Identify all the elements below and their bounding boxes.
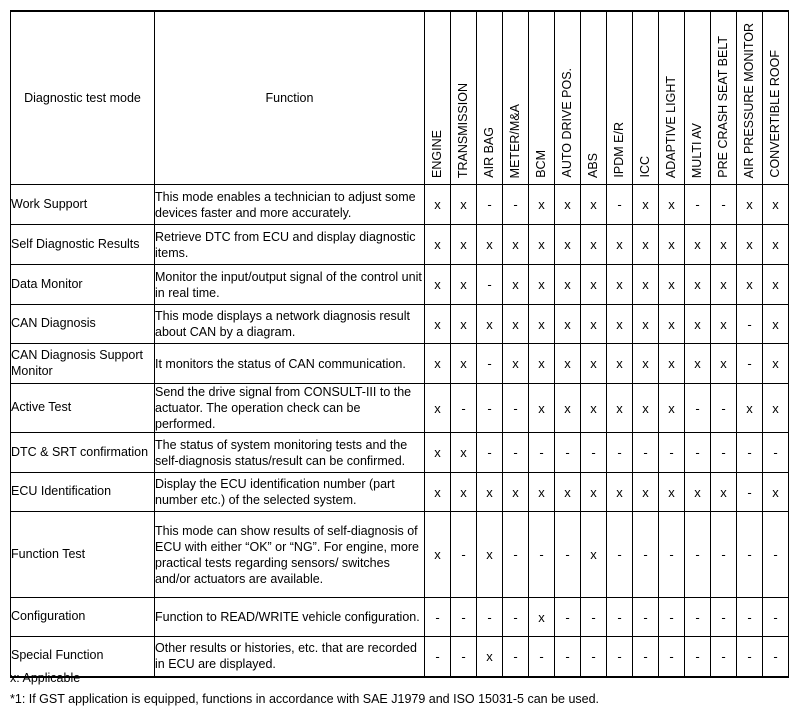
applicability-cell: x <box>659 344 685 384</box>
applicability-cell: x <box>425 512 451 598</box>
diagnostic-mode-table <box>10 10 789 678</box>
applicability-cell: - <box>737 512 763 598</box>
applicability-cell: - <box>737 637 763 677</box>
applicability-cell: x <box>633 305 659 344</box>
row-mode-name: Data Monitor <box>11 265 155 305</box>
header-system-label: TRANSMISSION <box>456 82 471 178</box>
applicability-cell: x <box>763 265 789 305</box>
applicability-cell: x <box>633 225 659 265</box>
applicability-cell: x <box>633 344 659 384</box>
applicability-cell: x <box>685 344 711 384</box>
applicability-cell: x <box>503 305 529 344</box>
applicability-cell: - <box>451 598 477 637</box>
applicability-cell: x <box>477 637 503 677</box>
applicability-cell: x <box>503 473 529 512</box>
applicability-cell: x <box>503 265 529 305</box>
applicability-cell: x <box>529 185 555 225</box>
header-system-label: ENGINE <box>430 130 445 178</box>
table-row <box>11 265 789 305</box>
applicability-cell: x <box>659 384 685 433</box>
applicability-cell: - <box>451 384 477 433</box>
row-function-description: The status of system monitoring tests and the self-diagnosis status/result can be confirmed. <box>155 433 425 473</box>
applicability-cell: - <box>477 384 503 433</box>
applicability-cell: x <box>607 344 633 384</box>
applicability-cell: - <box>555 598 581 637</box>
applicability-cell: x <box>451 225 477 265</box>
applicability-cell: x <box>555 344 581 384</box>
applicability-cell: x <box>555 305 581 344</box>
applicability-cell: - <box>529 512 555 598</box>
footnote: *1: If GST application is equipped, functions in accordance with SAE J1979 and ISO 15031-5 can be used. <box>10 692 600 706</box>
applicability-cell: - <box>685 637 711 677</box>
row-mode-name: DTC & SRT confirmation <box>11 433 155 473</box>
applicability-cell: - <box>737 598 763 637</box>
applicability-cell: - <box>711 185 737 225</box>
header-system-8 <box>633 11 659 185</box>
applicability-cell: x <box>529 384 555 433</box>
applicability-cell: x <box>633 185 659 225</box>
table-row <box>11 305 789 344</box>
table-row <box>11 384 789 433</box>
applicability-cell: x <box>763 473 789 512</box>
applicability-cell: x <box>425 305 451 344</box>
applicability-cell: x <box>451 473 477 512</box>
table-row <box>11 637 789 677</box>
header-system-5 <box>555 11 581 185</box>
applicability-cell: x <box>737 185 763 225</box>
applicability-cell: x <box>555 473 581 512</box>
applicability-cell: - <box>555 433 581 473</box>
header-system-2 <box>477 11 503 185</box>
applicability-cell: - <box>451 637 477 677</box>
applicability-cell: - <box>503 433 529 473</box>
applicability-cell: x <box>581 305 607 344</box>
header-system-10 <box>685 11 711 185</box>
applicability-cell: - <box>633 433 659 473</box>
applicability-cell: - <box>607 637 633 677</box>
row-function-description: This mode enables a technician to adjust some devices faster and more accurately. <box>155 185 425 225</box>
applicability-cell: x <box>529 225 555 265</box>
applicability-cell: - <box>633 512 659 598</box>
applicability-cell: x <box>685 225 711 265</box>
applicability-cell: - <box>477 344 503 384</box>
row-mode-name: Active Test <box>11 384 155 433</box>
header-system-label: AIR PRESSURE MONITOR <box>742 22 757 178</box>
row-mode-name: Work Support <box>11 185 155 225</box>
header-system-label: ADAPTIVE LIGHT <box>664 75 679 178</box>
applicability-cell: - <box>737 305 763 344</box>
applicability-cell: - <box>555 512 581 598</box>
row-mode-name: CAN Diagnosis Support Monitor <box>11 344 155 384</box>
applicability-cell: - <box>659 433 685 473</box>
applicability-cell: - <box>737 473 763 512</box>
header-system-label: AIR BAG <box>482 127 497 178</box>
applicability-cell: x <box>711 473 737 512</box>
header-system-label: PRE CRASH SEAT BELT <box>716 36 731 178</box>
applicability-cell: x <box>737 384 763 433</box>
applicability-cell: x <box>425 384 451 433</box>
header-system-7 <box>607 11 633 185</box>
applicability-cell: x <box>555 185 581 225</box>
header-system-13 <box>763 11 789 185</box>
applicability-cell: x <box>451 344 477 384</box>
applicability-cell: x <box>477 305 503 344</box>
applicability-cell: - <box>581 598 607 637</box>
row-function-description: Function to READ/WRITE vehicle configuration. <box>155 598 425 637</box>
applicability-cell: - <box>737 344 763 384</box>
header-system-6 <box>581 11 607 185</box>
applicability-cell: x <box>607 265 633 305</box>
applicability-cell: - <box>503 384 529 433</box>
row-function-description: This mode can show results of self-diagnosis of ECU with either “OK” or “NG”. For engine, more practical tests regarding sensors/ switches and/or actuators are available. <box>155 512 425 598</box>
applicability-cell: - <box>555 637 581 677</box>
row-mode-name: Configuration <box>11 598 155 637</box>
applicability-cell: x <box>659 225 685 265</box>
row-function-description: Other results or histories, etc. that are recorded in ECU are displayed. <box>155 637 425 677</box>
applicability-cell: x <box>659 305 685 344</box>
applicability-cell: x <box>451 305 477 344</box>
applicability-cell: x <box>711 305 737 344</box>
applicability-cell: x <box>763 225 789 265</box>
row-function-description: It monitors the status of CAN communication. <box>155 344 425 384</box>
header-diagnostic-test-mode: Diagnostic test mode <box>11 11 155 185</box>
applicability-cell: x <box>451 185 477 225</box>
applicability-cell: x <box>659 265 685 305</box>
applicability-cell: - <box>503 512 529 598</box>
row-mode-name: CAN Diagnosis <box>11 305 155 344</box>
applicability-cell: - <box>685 384 711 433</box>
applicability-cell: x <box>503 344 529 384</box>
applicability-cell: x <box>659 473 685 512</box>
applicability-cell: x <box>711 225 737 265</box>
applicability-cell: - <box>633 637 659 677</box>
applicability-cell: x <box>737 225 763 265</box>
applicability-cell: - <box>763 433 789 473</box>
table-row <box>11 473 789 512</box>
table-body <box>11 185 789 677</box>
row-mode-name: ECU Identification <box>11 473 155 512</box>
applicability-cell: x <box>581 185 607 225</box>
header-system-9 <box>659 11 685 185</box>
applicability-cell: - <box>711 384 737 433</box>
row-function-description: This mode displays a network diagnosis result about CAN by a diagram. <box>155 305 425 344</box>
applicability-cell: - <box>503 185 529 225</box>
applicability-cell: - <box>529 637 555 677</box>
applicability-cell: x <box>607 225 633 265</box>
applicability-cell: x <box>607 384 633 433</box>
table-row <box>11 598 789 637</box>
header-system-3 <box>503 11 529 185</box>
applicability-cell: - <box>425 598 451 637</box>
applicability-cell: x <box>425 473 451 512</box>
table-header-row <box>11 11 789 185</box>
applicability-cell: x <box>633 384 659 433</box>
applicability-cell: - <box>451 512 477 598</box>
header-system-0 <box>425 11 451 185</box>
applicability-cell: - <box>529 433 555 473</box>
applicability-cell: x <box>477 225 503 265</box>
applicability-cell: - <box>607 598 633 637</box>
header-system-label: AUTO DRIVE POS. <box>560 68 575 178</box>
applicability-cell: x <box>711 344 737 384</box>
applicability-cell: x <box>555 265 581 305</box>
applicability-cell: - <box>711 598 737 637</box>
legend-note: x: Applicable <box>10 671 81 685</box>
applicability-cell: x <box>685 305 711 344</box>
applicability-cell: - <box>763 512 789 598</box>
applicability-cell: - <box>737 433 763 473</box>
applicability-cell: x <box>451 433 477 473</box>
applicability-cell: - <box>607 512 633 598</box>
applicability-cell: - <box>685 185 711 225</box>
table-row <box>11 433 789 473</box>
row-mode-name: Self Diagnostic Results <box>11 225 155 265</box>
applicability-cell: x <box>763 305 789 344</box>
applicability-cell: - <box>633 598 659 637</box>
row-function-description: Retrieve DTC from ECU and display diagnostic items. <box>155 225 425 265</box>
applicability-cell: x <box>529 265 555 305</box>
applicability-cell: x <box>685 265 711 305</box>
row-function-description: Display the ECU identification number (part number etc.) of the selected system. <box>155 473 425 512</box>
applicability-cell: x <box>763 344 789 384</box>
applicability-cell: - <box>659 598 685 637</box>
applicability-cell: - <box>425 637 451 677</box>
applicability-cell: - <box>503 637 529 677</box>
applicability-cell: - <box>685 433 711 473</box>
table-row <box>11 512 789 598</box>
applicability-cell: - <box>659 512 685 598</box>
applicability-cell: - <box>685 512 711 598</box>
applicability-cell: x <box>529 598 555 637</box>
row-mode-name: Function Test <box>11 512 155 598</box>
table-row <box>11 344 789 384</box>
row-function-description: Monitor the input/output signal of the control unit in real time. <box>155 265 425 305</box>
applicability-cell: x <box>425 265 451 305</box>
applicability-cell: x <box>711 265 737 305</box>
applicability-cell: - <box>711 512 737 598</box>
applicability-cell: x <box>425 433 451 473</box>
applicability-cell: x <box>633 473 659 512</box>
applicability-cell: x <box>633 265 659 305</box>
applicability-cell: x <box>425 225 451 265</box>
applicability-cell: - <box>763 637 789 677</box>
applicability-cell: x <box>581 265 607 305</box>
applicability-cell: x <box>685 473 711 512</box>
header-system-label: CONVERTIBLE ROOF <box>768 50 783 178</box>
applicability-cell: x <box>581 384 607 433</box>
applicability-cell: x <box>607 305 633 344</box>
applicability-cell: - <box>711 433 737 473</box>
applicability-cell: x <box>477 473 503 512</box>
header-system-label: ABS <box>586 152 601 178</box>
applicability-cell: - <box>607 433 633 473</box>
applicability-cell: x <box>607 473 633 512</box>
applicability-cell: x <box>425 344 451 384</box>
applicability-cell: x <box>581 344 607 384</box>
applicability-cell: x <box>425 185 451 225</box>
header-system-label: ICC <box>638 156 653 178</box>
applicability-cell: x <box>581 512 607 598</box>
applicability-cell: x <box>763 384 789 433</box>
header-system-11 <box>711 11 737 185</box>
header-system-label: IPDM E/R <box>612 122 627 178</box>
header-system-1 <box>451 11 477 185</box>
applicability-cell: - <box>659 637 685 677</box>
applicability-cell: x <box>581 473 607 512</box>
applicability-cell: x <box>529 305 555 344</box>
applicability-cell: x <box>529 344 555 384</box>
applicability-cell: x <box>503 225 529 265</box>
row-function-description: Send the drive signal from CONSULT-III to the actuator. The operation check can be performed. <box>155 384 425 433</box>
applicability-cell: x <box>477 512 503 598</box>
row-mode-name: Special Function <box>11 637 155 677</box>
applicability-cell: x <box>555 384 581 433</box>
applicability-cell: - <box>503 598 529 637</box>
applicability-cell: x <box>555 225 581 265</box>
applicability-cell: x <box>581 225 607 265</box>
table-row <box>11 225 789 265</box>
applicability-cell: - <box>477 433 503 473</box>
applicability-cell: - <box>477 598 503 637</box>
applicability-cell: - <box>711 637 737 677</box>
applicability-cell: x <box>763 185 789 225</box>
applicability-cell: x <box>529 473 555 512</box>
applicability-cell: - <box>581 433 607 473</box>
applicability-cell: - <box>477 265 503 305</box>
applicability-cell: x <box>451 265 477 305</box>
applicability-cell: - <box>581 637 607 677</box>
header-system-4 <box>529 11 555 185</box>
header-system-label: MULTI AV <box>690 122 705 178</box>
header-system-label: METER/M&A <box>508 103 523 178</box>
header-function: Function <box>155 11 425 185</box>
header-system-12 <box>737 11 763 185</box>
table-row <box>11 185 789 225</box>
applicability-cell: x <box>737 265 763 305</box>
applicability-cell: - <box>607 185 633 225</box>
applicability-cell: x <box>659 185 685 225</box>
applicability-cell: - <box>763 598 789 637</box>
header-system-label: BCM <box>534 150 549 178</box>
applicability-cell: - <box>477 185 503 225</box>
applicability-cell: - <box>685 598 711 637</box>
